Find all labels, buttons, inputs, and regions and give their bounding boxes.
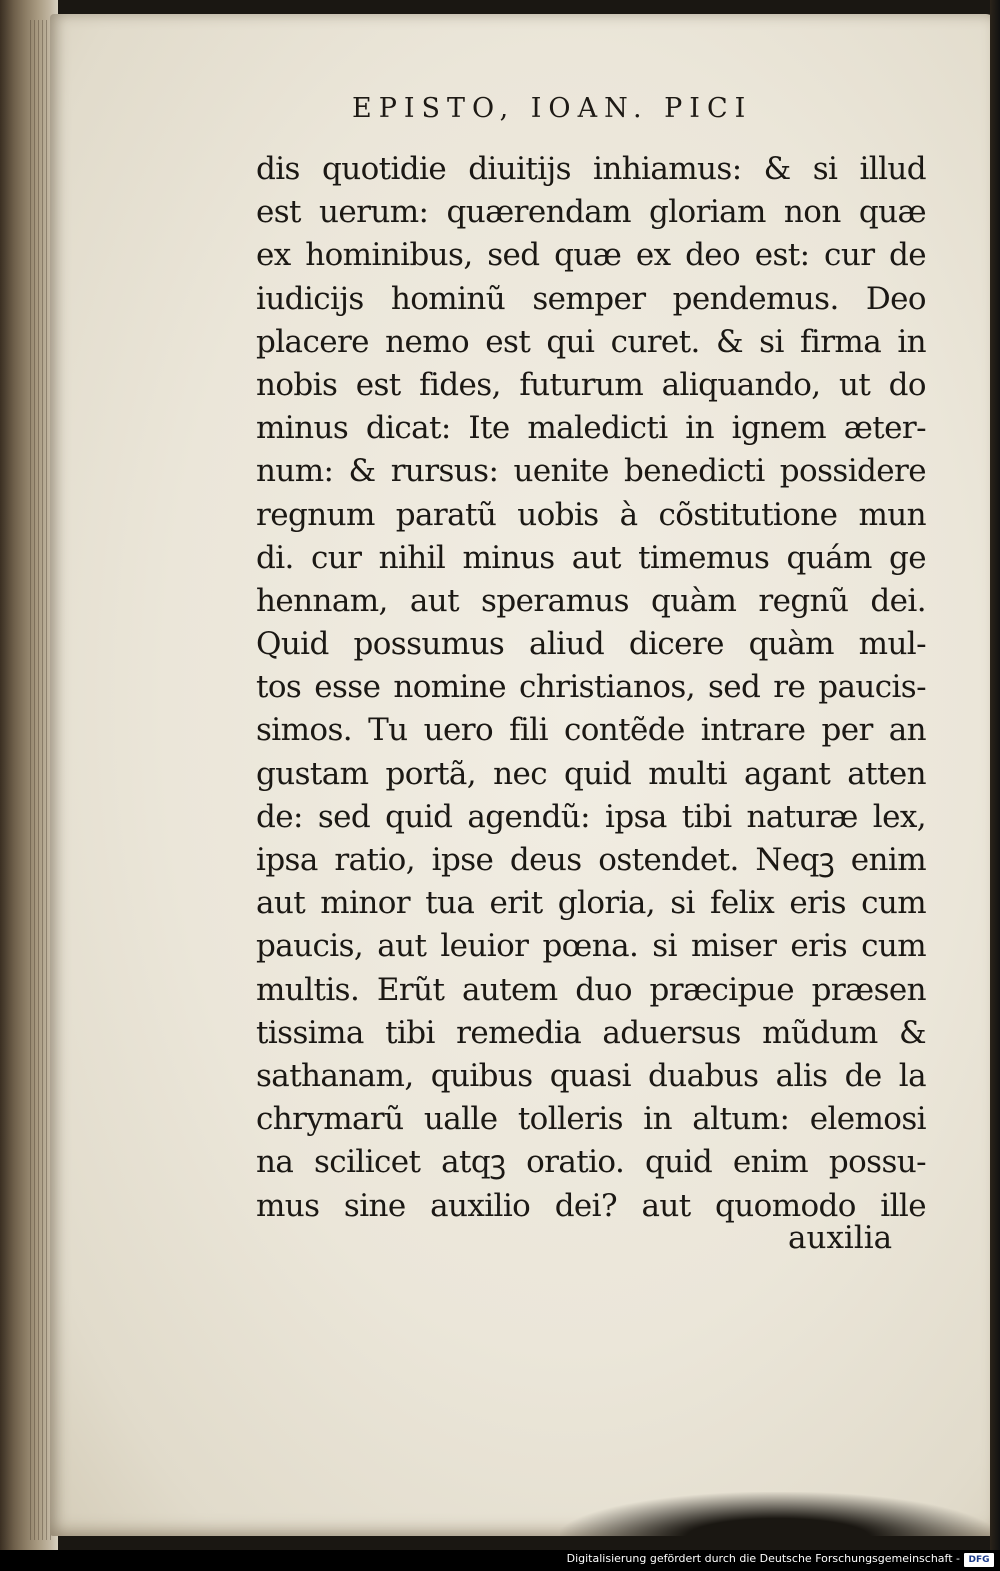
text-line: minus dicat: Ite maledicti in ignem æter-: [256, 410, 926, 447]
text-line: gustam portã, nec quid multi agant atten: [256, 755, 926, 792]
page-damage: [560, 1492, 996, 1538]
text-line: multis. Erũt autem duo præcipue præsen: [256, 971, 926, 1008]
text-line: hennam, aut speramus quàm regnũ dei.: [256, 582, 926, 619]
right-edge: [990, 0, 1000, 1571]
text-line: na scilicet atqꝫ oratio. quid enim possu-: [256, 1144, 926, 1181]
text-line: di. cur nihil minus aut timemus quám ge: [256, 539, 926, 576]
text-line: ipsa ratio, ipse deus ostendet. Neqꝫ enim: [256, 842, 926, 878]
dfg-logo: DFG: [964, 1553, 994, 1567]
text-line: tissima tibi remedia aduersus mũdum &: [256, 1014, 926, 1051]
text-line: sathanam, quibus quasi duabus alis de la: [256, 1057, 926, 1094]
text-line: tos esse nomine christianos, sed re paucis-: [256, 669, 926, 706]
text-line: placere nemo est qui curet. & si firma in: [256, 323, 926, 360]
text-line: de: sed quid agendũ: ipsa tibi naturæ lex,: [256, 798, 926, 835]
text-line: num: & rursus: uenite benedicti possidere: [256, 453, 926, 490]
catchword: auxilia: [788, 1220, 893, 1256]
text-block: [256, 148, 926, 1228]
text-line: nobis est fides, futurum aliquando, ut do: [256, 366, 926, 403]
text-line: Quid possumus aliud dicere quàm mul-: [256, 626, 926, 663]
text-line: ex hominibus, sed quæ ex deo est: cur de: [256, 237, 926, 274]
text-line: iudicijs hominũ semper pendemus. Deo: [256, 280, 926, 317]
text-line: regnum paratũ uobis à cõstitutione mun: [256, 496, 926, 533]
text-line: dis quotidie diuitijs inhiamus: & si illud: [256, 151, 926, 187]
text-line: simos. Tu uero fili contẽde intrare per an: [256, 712, 926, 749]
text-line: aut minor tua erit gloria, si felix eris cum: [256, 885, 926, 922]
text-line: mus sine auxilio dei? aut quomodo ille: [256, 1187, 926, 1224]
footer-credit: Digitalisierung gefördert durch die Deutsche Forschungsgemeinschaft -: [566, 1552, 960, 1565]
text-line: paucis, aut leuior pœna. si miser eris cum: [256, 928, 926, 965]
running-head: EPISTO, IOAN. PICI: [352, 93, 753, 124]
text-line: chrymarũ ualle tolleris in altum: elemosi: [256, 1101, 926, 1138]
text-line: est uerum: quærendam gloriam non quæ: [256, 194, 926, 231]
